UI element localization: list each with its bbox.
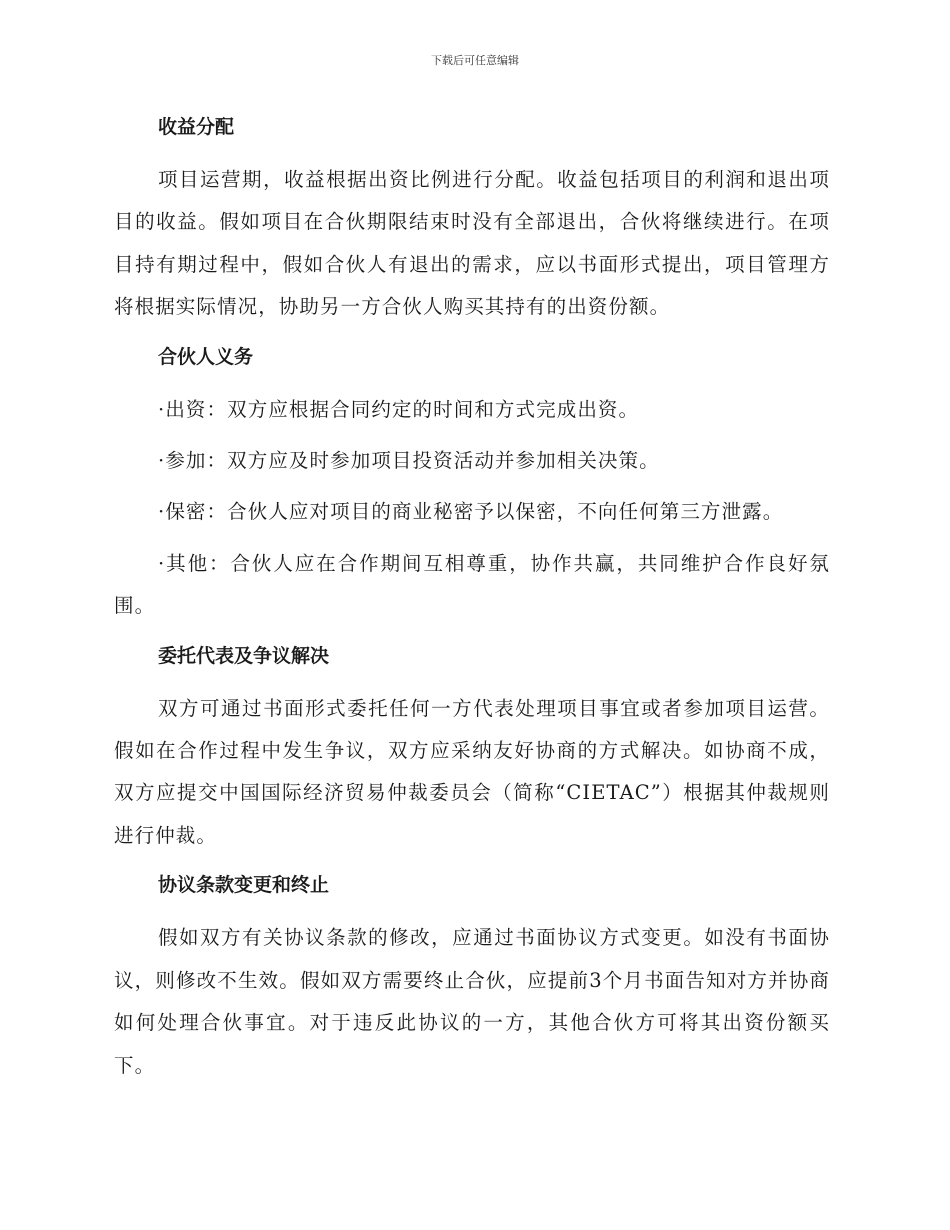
paragraph: 假如双方有关协议条款的修改，应通过书面协议方式变更。如没有书面协议，则修改不生效。假如双方需要终止合伙，应提前3个月书面告知对方并协商如何处理合伙事宜。对于违反此协议的一方，其他合伙方可将其出资份额买下。 [114, 926, 830, 1077]
list-item-text: 参加：双方应及时参加项目投资活动并参加相关决策。 [165, 449, 660, 473]
list-item [114, 543, 830, 628]
bullet: · [158, 449, 166, 473]
section-profit-distribution [114, 108, 830, 329]
paragraph: 双方可通过书面形式委托任何一方代表处理项目事宜或者参加项目运营。假如在合作过程中发生争议，双方应采纳友好协商的方式解决。如协商不成，双方应提交中国国际经济贸易仲裁委员会（简称“CIETAC”）根据其仲裁规则进行仲裁。 [114, 696, 830, 847]
section-heading: 收益分配 [158, 116, 235, 138]
section-amendment-termination [114, 866, 830, 1087]
list-item [114, 440, 830, 482]
bullet: · [158, 551, 166, 575]
paragraph: 项目运营期，收益根据出资比例进行分配。收益包括项目的利润和退出项目的收益。假如项目在合伙期限结束时没有全部退出，合伙将继续进行。在项目持有期过程中，假如合伙人有退出的需求，应以书面形式提出，项目管理方将根据实际情况，协助另一方合伙人购买其持有的出资份额。 [114, 168, 830, 319]
section-partner-obligations [114, 338, 830, 628]
section-heading: 协议条款变更和终止 [158, 874, 330, 897]
document-body [114, 108, 830, 1096]
list-item [114, 389, 830, 431]
section-heading: 委托代表及争议解决 [158, 644, 330, 667]
list-item [114, 491, 830, 533]
section-heading: 合伙人义务 [158, 345, 254, 368]
bullet: · [158, 500, 166, 524]
list-item-text: 保密：合伙人应对项目的商业秘密予以保密，不向任何第三方泄露。 [165, 500, 784, 524]
list-item-text: 出资：双方应根据合同约定的时间和方式完成出资。 [165, 397, 640, 421]
section-representation-disputes [114, 637, 830, 858]
list-item-text: 其他：合伙人应在合作期间互相尊重，协作共赢，共同维护合作良好氛围。 [114, 551, 830, 618]
bullet: · [158, 397, 166, 421]
page-header: 下载后可任意编辑 [431, 54, 519, 67]
